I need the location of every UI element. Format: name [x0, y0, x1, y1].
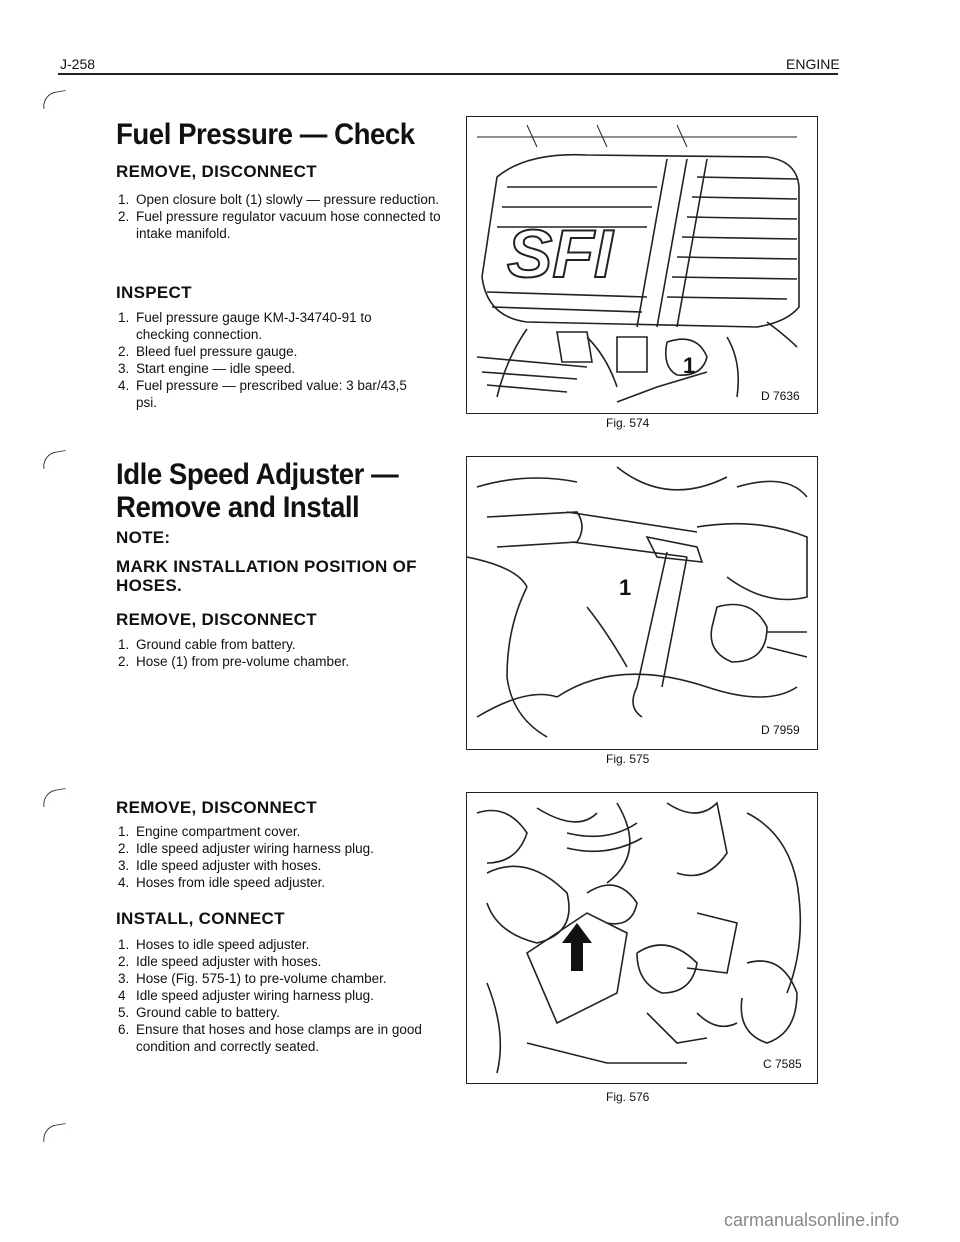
sfi-emblem: SFI [507, 216, 613, 292]
margin-mark [41, 90, 68, 109]
list-item: 5. Ground cable to battery. [118, 1005, 280, 1020]
list-item: 2. Idle speed adjuster with hoses. [118, 954, 322, 969]
list-item: 4 Idle speed adjuster wiring harness plug. [118, 988, 374, 1003]
engine-compartment-illustration [467, 793, 817, 1083]
list-item: 4. Fuel pressure — prescribed value: 3 bar/43,5 psi. [118, 378, 407, 410]
list-item: 2. Fuel pressure regulator vacuum hose connected to intake manifold. [118, 209, 441, 241]
list-item: 4. Hoses from idle speed adjuster. [118, 875, 326, 890]
section-title-idle-speed-adjuster: Idle Speed Adjuster — Remove and Install [116, 458, 399, 524]
list-item: 2. Bleed fuel pressure gauge. [118, 344, 298, 359]
list-item: 2. Idle speed adjuster wiring harness plug. [118, 841, 374, 856]
callout-1: 1 [619, 575, 632, 600]
list-item: 1. Ground cable from battery. [118, 637, 296, 652]
figure-code: C 7585 [763, 1057, 802, 1071]
install-steps-list [118, 936, 458, 1055]
list-item: 6. Ensure that hoses and hose clamps are in good condition and correctly seated. [118, 1022, 422, 1054]
page-number: J-258 [60, 56, 96, 72]
figure-575 [466, 456, 818, 750]
callout-1: 1 [683, 353, 696, 378]
figure-574 [466, 116, 818, 414]
remove-heading: REMOVE, DISCONNECT [116, 610, 317, 629]
margin-mark [41, 450, 68, 469]
note-text: MARK INSTALLATION POSITION OF HOSES. [116, 557, 417, 595]
list-item: 1. Fuel pressure gauge KM-J-34740-91 to checking connection. [118, 310, 372, 342]
list-item: 1. Engine compartment cover. [118, 824, 301, 839]
list-item: 2. Hose (1) from pre-volume chamber. [118, 654, 350, 669]
list-item: 1. Open closure bolt (1) slowly — pressure reduction. [118, 192, 440, 207]
engine-illustration-574 [467, 117, 817, 413]
watermark: carmanualsonline.info [724, 1210, 900, 1230]
figure-code: D 7636 [761, 389, 800, 403]
remove-steps-list [118, 823, 448, 891]
idle-speed-hose-illustration [467, 457, 817, 749]
figure-caption: Fig. 576 [606, 1090, 650, 1104]
figure-code: D 7959 [761, 723, 800, 737]
list-item: 3. Idle speed adjuster with hoses. [118, 858, 322, 873]
remove-steps-list [118, 191, 448, 242]
list-item: 3. Hose (Fig. 575-1) to pre-volume chamber. [118, 971, 387, 986]
remove-heading: REMOVE, DISCONNECT [116, 162, 317, 181]
figure-576 [466, 792, 818, 1084]
list-item: 3. Start engine — idle speed. [118, 361, 296, 376]
margin-mark [41, 788, 68, 807]
up-arrow-icon [562, 923, 592, 971]
remove-heading: REMOVE, DISCONNECT [116, 798, 317, 817]
note-label: NOTE: [116, 528, 171, 547]
list-item: 1. Hoses to idle speed adjuster. [118, 937, 310, 952]
remove-steps-list [118, 636, 448, 670]
figure-caption: Fig. 575 [606, 752, 650, 766]
install-heading: INSTALL, CONNECT [116, 909, 285, 928]
figure-caption: Fig. 574 [606, 416, 650, 430]
section-title-fuel-pressure: Fuel Pressure — Check [116, 118, 415, 151]
inspect-steps-list [118, 309, 418, 411]
section-title: ENGINE [786, 56, 840, 72]
header-rule [58, 73, 838, 75]
inspect-heading: INSPECT [116, 283, 192, 302]
margin-mark [41, 1123, 68, 1142]
